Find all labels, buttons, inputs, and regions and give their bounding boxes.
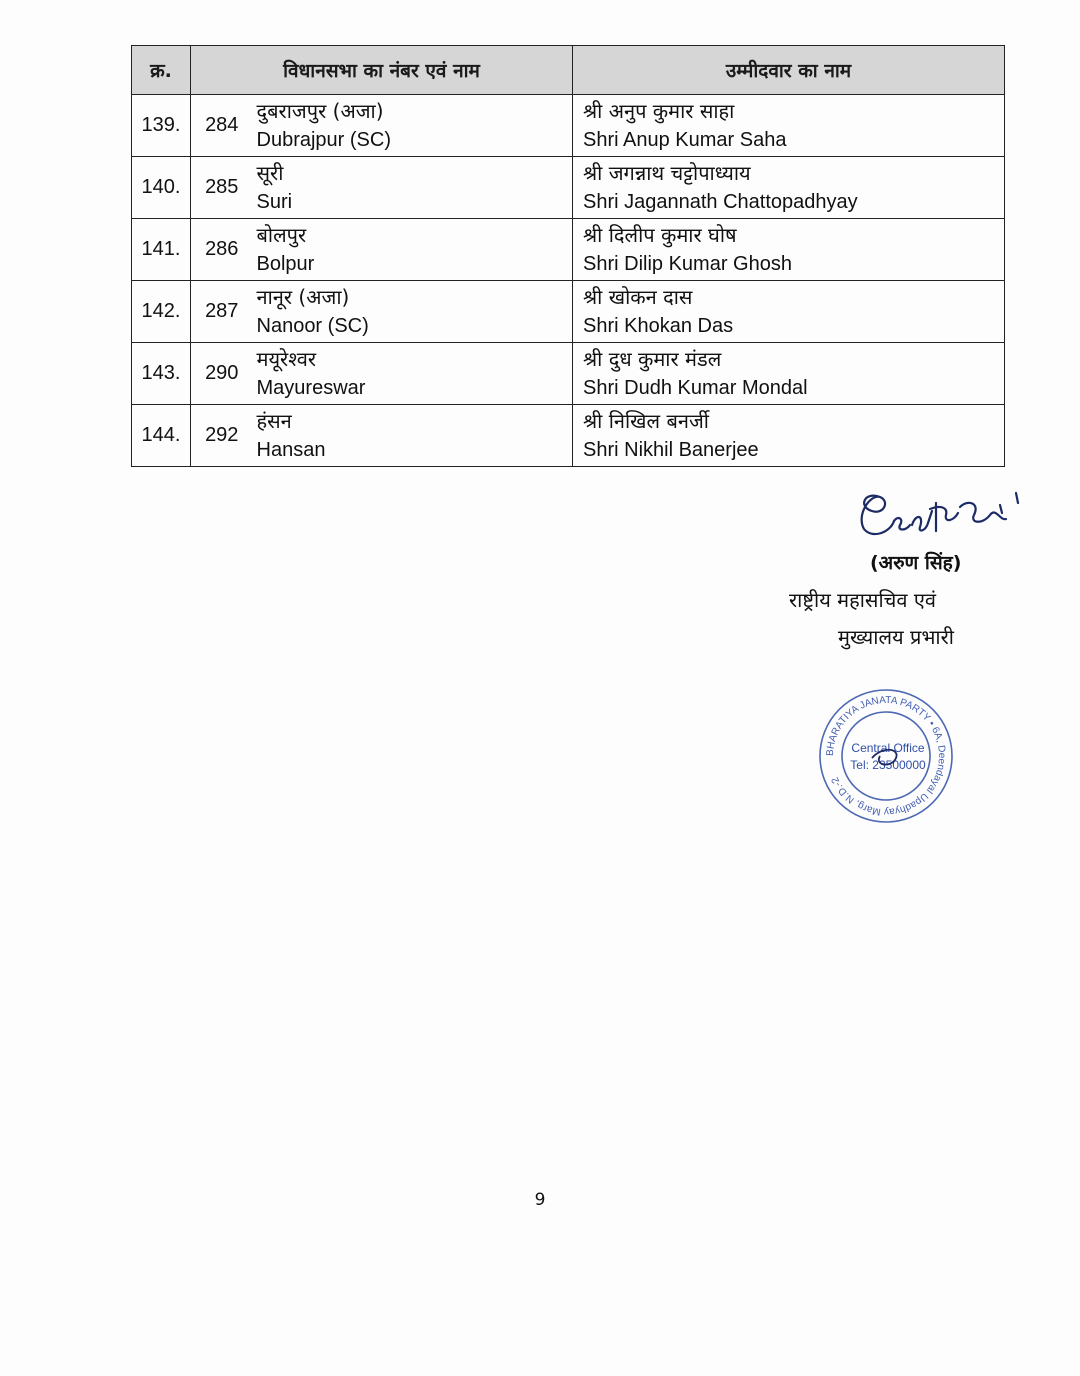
candidate-name: [573, 95, 1005, 157]
signatory-designation-line2: मुख्यालय प्रभारी: [838, 625, 954, 649]
serial-cell: 142.: [132, 281, 191, 343]
constituency-number: 290: [191, 343, 253, 405]
constituency-name-hindi: हंसन: [256, 408, 292, 433]
serial-cell: 143.: [132, 343, 191, 405]
table-row: [132, 405, 1005, 467]
candidate-name-english: Shri Nikhil Banerjee: [583, 438, 759, 461]
stamp-ring-text: BHARATIYA JANATA PARTY • 6A, Deendayal Upadhyay Marg, N.D.-2: [824, 694, 948, 818]
constituency-name-hindi: बोलपुर: [256, 222, 307, 247]
constituency-name: [253, 343, 573, 405]
signatory-name: (अरुण सिंह): [870, 552, 962, 574]
constituency-number: 284: [191, 95, 253, 157]
constituency-name-english: Nanoor (SC): [256, 314, 369, 337]
candidate-name: [573, 343, 1005, 405]
candidate-name-hindi: श्री निखिल बनर्जी: [583, 408, 709, 433]
constituency-name-hindi: नानूर (अजा): [256, 284, 350, 309]
candidate-name-english: Shri Anup Kumar Saha: [583, 128, 787, 151]
svg-text:BHARATIYA JANATA PARTY • 6A, D: [825, 695, 947, 817]
candidate-name-hindi: श्री अनुप कुमार साहा: [583, 98, 735, 123]
constituency-name: [253, 281, 573, 343]
candidate-name-english: Shri Dilip Kumar Ghosh: [583, 252, 792, 275]
serial-cell: 141.: [132, 219, 191, 281]
constituency-name-english: Bolpur: [256, 252, 315, 275]
candidate-name: [573, 157, 1005, 219]
constituency-name: [253, 219, 573, 281]
constituency-number: 285: [191, 157, 253, 219]
constituency-name: [253, 95, 573, 157]
table-row: [132, 219, 1005, 281]
table-header-row: [132, 46, 1005, 95]
signatory-designation: राष्ट्रीय महासचिव एवं: [789, 588, 936, 612]
constituency-name-hindi: सूरी: [256, 160, 284, 185]
candidate-name-hindi: श्री दिलीप कुमार घोष: [583, 222, 737, 247]
stamp-line-1: Central Office: [851, 741, 925, 755]
candidate-name: [573, 281, 1005, 343]
constituency-number: 292: [191, 405, 253, 467]
header-serial: क्र.: [132, 46, 191, 95]
serial-cell: 140.: [132, 157, 191, 219]
constituency-name: [253, 157, 573, 219]
candidate-table: [131, 45, 1005, 467]
page-number: 9: [534, 1190, 546, 1210]
table-row: [132, 343, 1005, 405]
constituency-number: 287: [191, 281, 253, 343]
constituency-name-english: Suri: [256, 190, 293, 213]
constituency-name: [253, 405, 573, 467]
table-row: [132, 157, 1005, 219]
constituency-name-hindi: दुबराजपुर (अजा): [256, 98, 384, 123]
candidate-name: [573, 219, 1005, 281]
candidate-name-english: Shri Dudh Kumar Mondal: [583, 376, 808, 399]
header-constituency: विधानसभा का नंबर एवं नाम: [191, 46, 573, 95]
constituency-name-english: Hansan: [256, 438, 326, 461]
candidate-name-english: Shri Jagannath Chattopadhyay: [583, 190, 858, 213]
candidate-name-hindi: श्री खोकन दास: [583, 284, 693, 309]
serial-cell: 139.: [132, 95, 191, 157]
candidate-name: [573, 405, 1005, 467]
constituency-name-english: Mayureswar: [256, 376, 366, 399]
party-office-stamp: [816, 686, 956, 826]
stamp-line-2: Tel: 23500000: [850, 758, 926, 772]
constituency-number: 286: [191, 219, 253, 281]
candidate-name-english: Shri Khokan Das: [583, 314, 734, 337]
serial-cell: 144.: [132, 405, 191, 467]
table-row: [132, 95, 1005, 157]
candidate-name-hindi: श्री दुध कुमार मंडल: [583, 346, 722, 371]
constituency-name-english: Dubrajpur (SC): [256, 128, 391, 151]
constituency-name-hindi: मयूरेश्वर: [256, 346, 317, 371]
handwritten-signature: [850, 485, 1030, 555]
header-candidate: उम्मीदवार का नाम: [573, 46, 1005, 95]
table-row: [132, 281, 1005, 343]
candidate-name-hindi: श्री जगन्नाथ चट्टोपाध्याय: [583, 160, 751, 185]
